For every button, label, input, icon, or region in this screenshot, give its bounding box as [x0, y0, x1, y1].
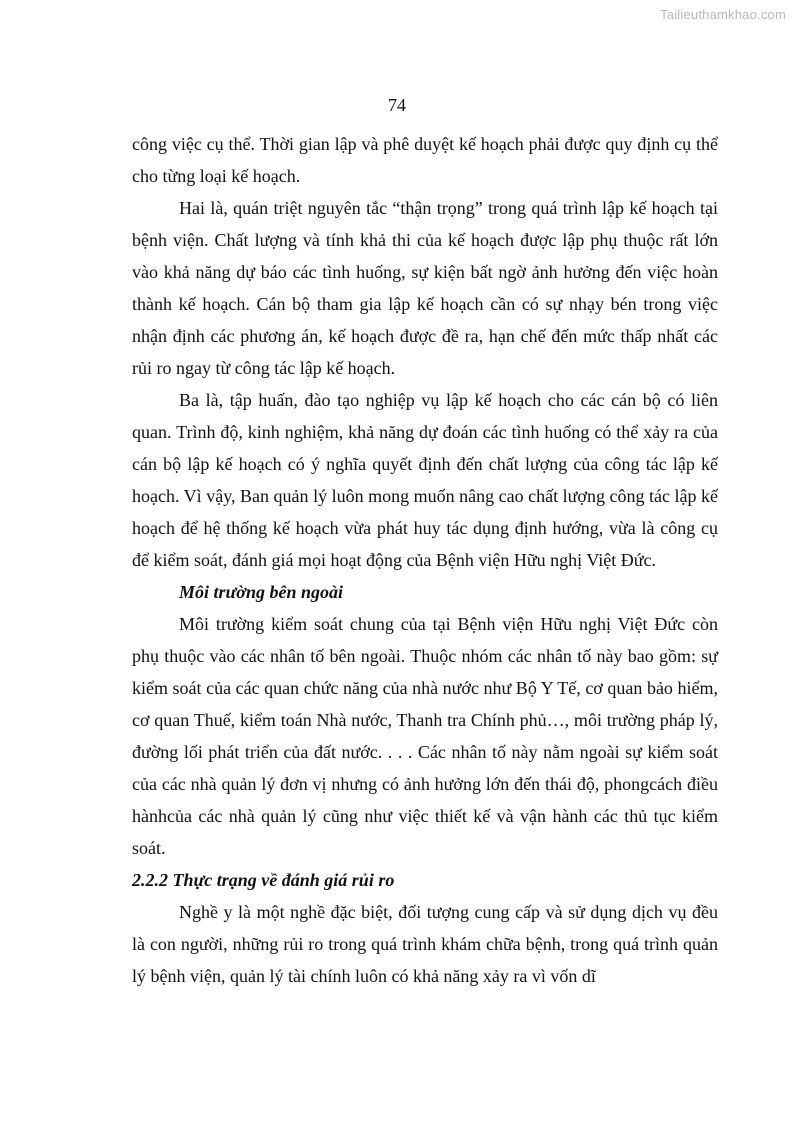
document-body [132, 128, 718, 992]
paragraph-hai-la: Hai là, quán triệt nguyên tắc “thận trọng” trong quá trình lập kế hoạch tại bệnh viện. Chất lượng và tính khả thi của kế hoạch được lập phụ thuộc rất lớn vào khả năng dự báo các tình huống, sự kiện bất ngờ ảnh hưởng đến việc hoàn thành kế hoạch. Cán bộ tham gia lập kế hoạch cần có sự nhạy bén trong việc nhận định các phương án, kế hoạch được đề ra, hạn chế đến mức thấp nhất các rủi ro ngay từ công tác lập kế hoạch. [132, 198, 718, 378]
subheading-external-environment: Môi trường bên ngoài [179, 582, 343, 602]
paragraph-ba-la: Ba là, tập huấn, đào tạo nghiệp vụ lập kế hoạch cho các cán bộ có liên quan. Trình độ, kinh nghiệm, khả năng dự đoán các tình huống có thể xảy ra của cán bộ lập kế hoạch có ý nghĩa quyết định đến chất lượng của công tác lập kế hoạch. Vì vậy, Ban quản lý luôn mong muốn nâng cao chất lượng công tác lập kế hoạch để hệ thống kế hoạch vừa phát huy tác dụng định hướng, vừa là công cụ để kiểm soát, đánh giá mọi hoạt động của Bệnh viện Hữu nghị Việt Đức. [132, 390, 718, 570]
paragraph-risk-assessment: Nghề y là một nghề đặc biệt, đối tượng cung cấp và sử dụng dịch vụ đều là con người, những rủi ro trong quá trình khám chữa bệnh, trong quá trình quản lý bệnh viện, quản lý tài chính luôn có khả năng xảy ra vì vốn dĩ [132, 902, 718, 986]
paragraph-external-environment: Môi trường kiểm soát chung của tại Bệnh viện Hữu nghị Việt Đức còn phụ thuộc vào các nhân tố bên ngoài. Thuộc nhóm các nhân tố này bao gồm: sự kiểm soát của các quan chức năng của nhà nước như Bộ Y Tế, cơ quan bảo hiểm, cơ quan Thuế, kiểm toán Nhà nước, Thanh tra Chính phủ…, môi trường pháp lý, đường lối phát triển của đất nước. . . . Các nhân tố này nằm ngoài sự kiểm soát của các nhà quản lý đơn vị nhưng có ảnh hưởng lớn đến thái độ, phongcách điều hànhcủa các nhà quản lý cũng như việc thiết kế và vận hành các thủ tục kiểm soát. [132, 614, 718, 858]
section-heading-risk-assessment: 2.2.2 Thực trạng về đánh giá rủi ro [132, 870, 395, 890]
paragraph-continuation: công việc cụ thể. Thời gian lập và phê duyệt kế hoạch phải được quy định cụ thể cho từng loại kế hoạch. [132, 134, 718, 186]
watermark: Tailieuthamkhao.com [660, 7, 786, 22]
page-number: 74 [388, 95, 406, 115]
